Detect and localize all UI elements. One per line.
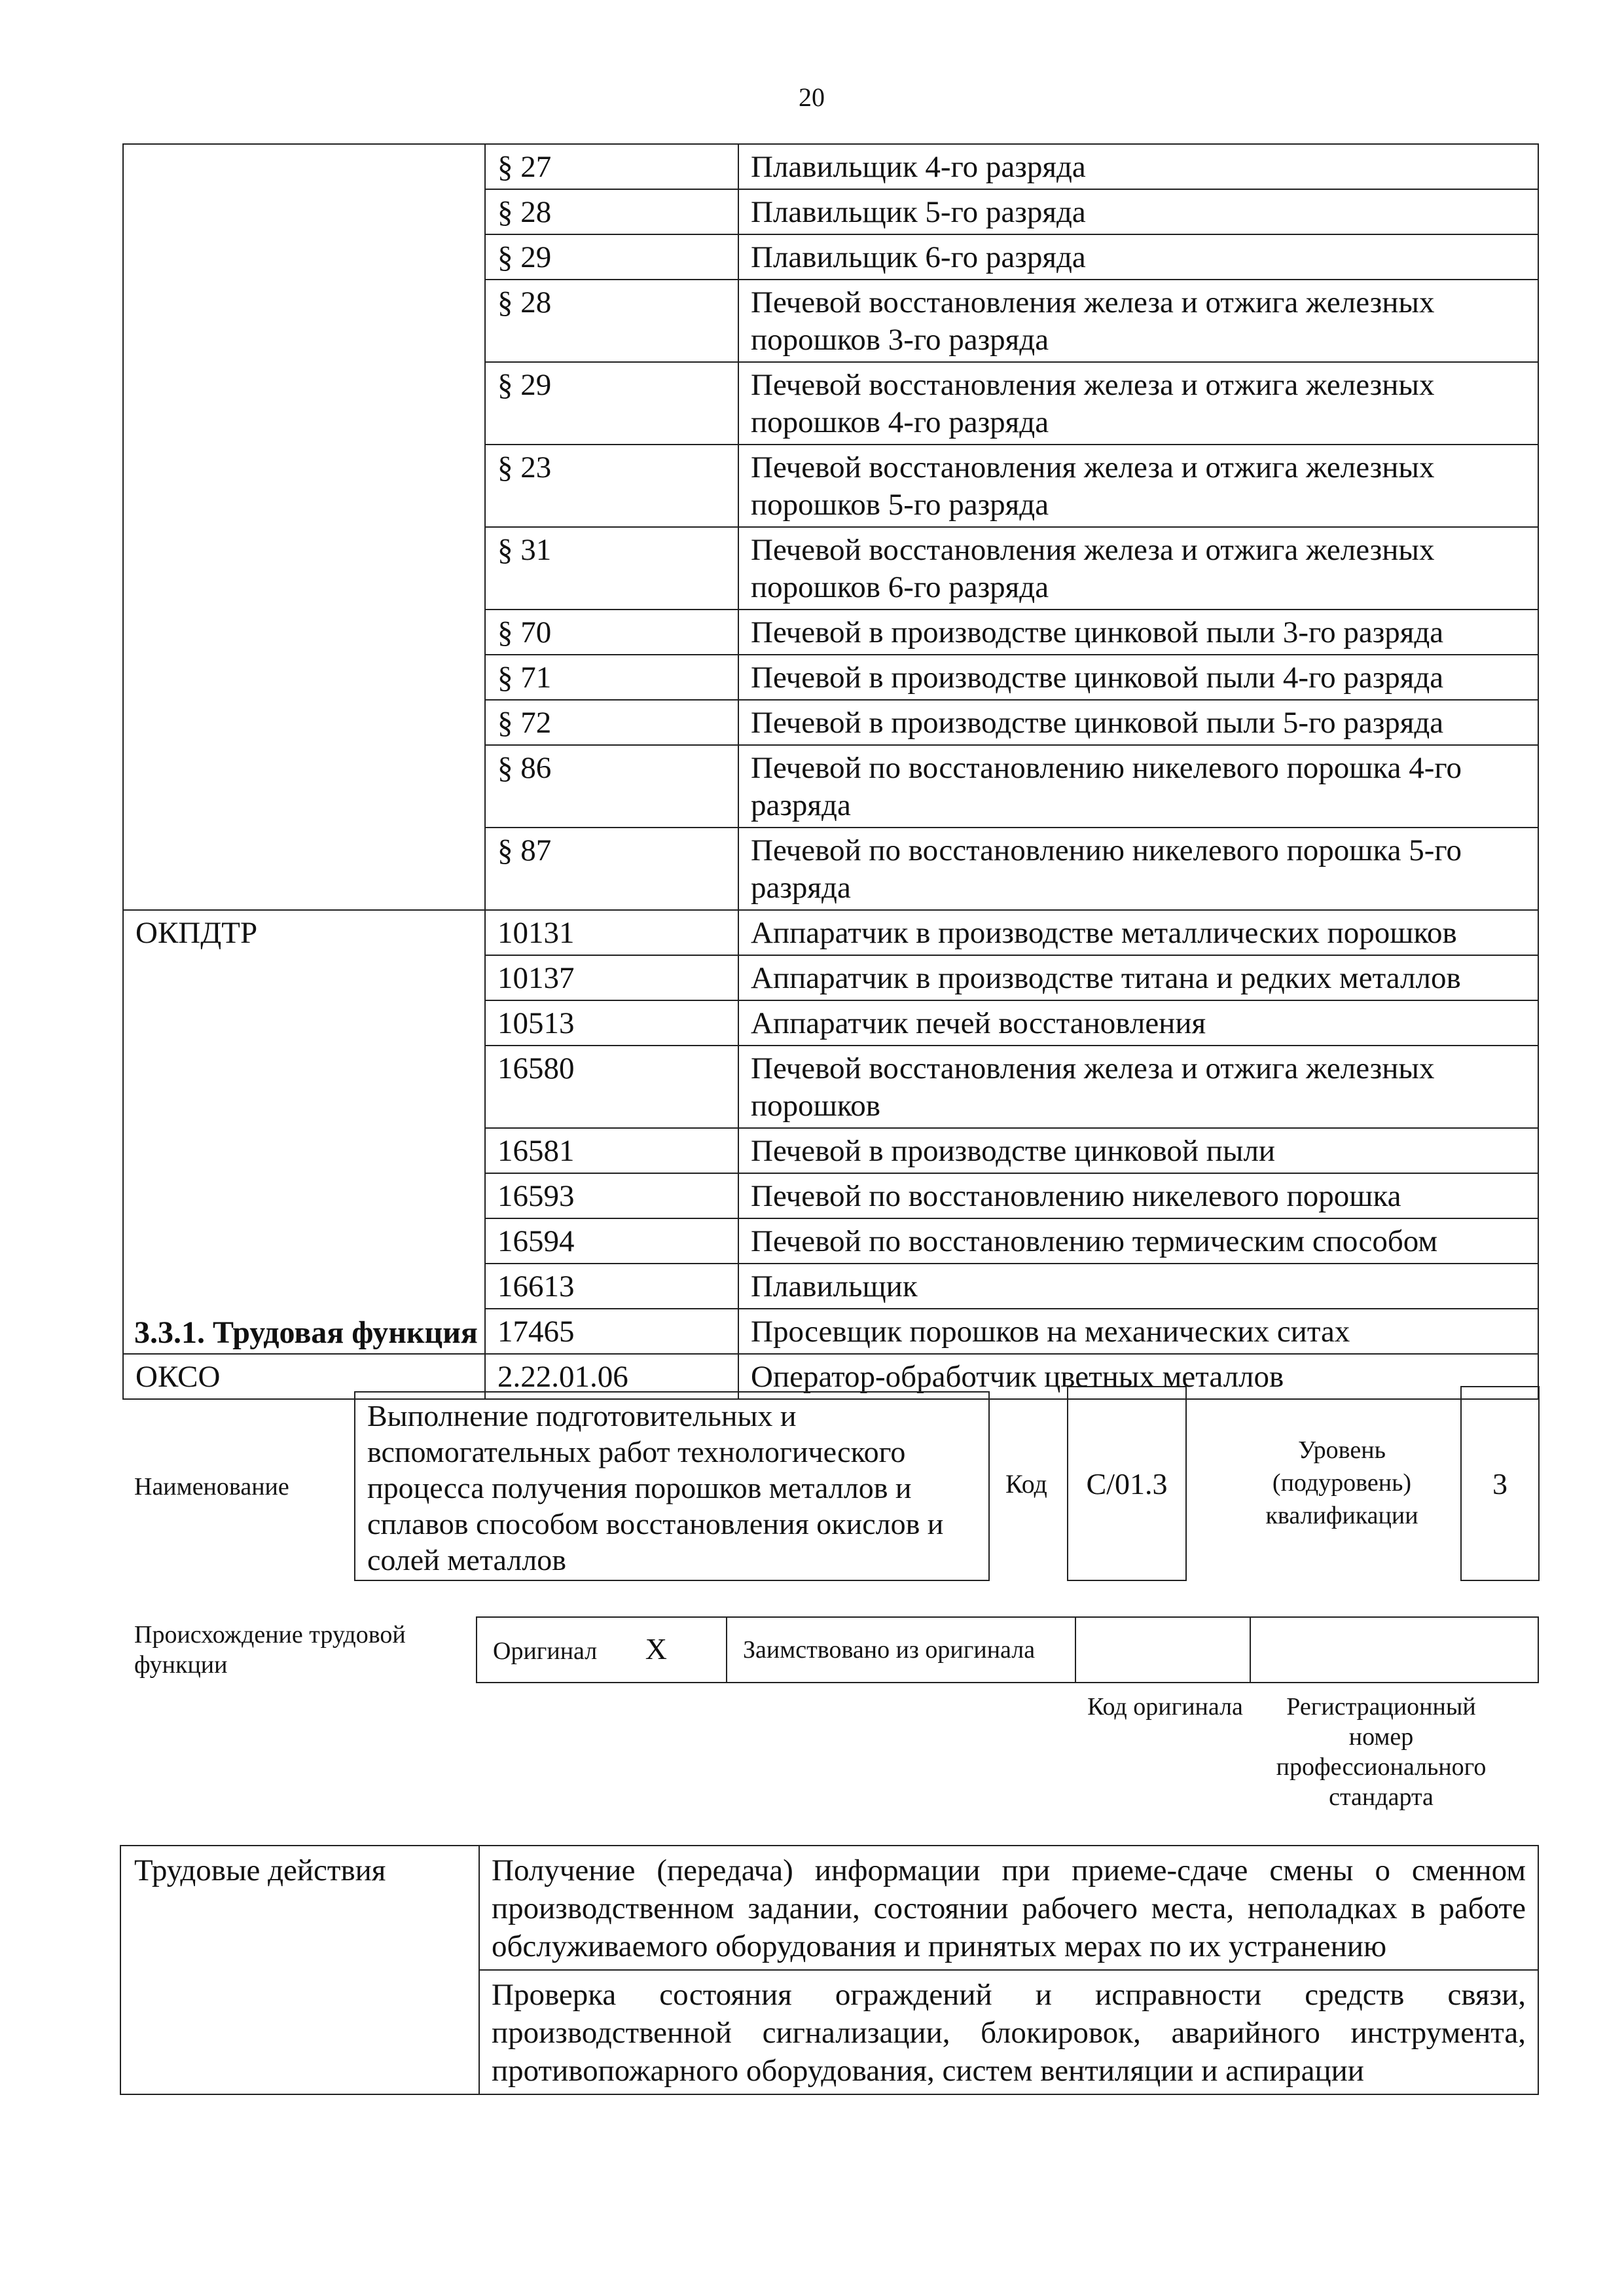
borrowed-cell: [727, 1617, 1075, 1683]
row-code: 16581: [485, 1128, 738, 1173]
row-name: Печевой в производстве цинковой пыли 3-го разряда: [738, 610, 1538, 655]
row-name: Просевщик порошков на механических ситах: [738, 1309, 1538, 1354]
page-number: 20: [799, 82, 825, 112]
actions-label: Трудовые действия: [120, 1846, 479, 2094]
function-name-value: Выполнение подготовительных и вспомогательных работ технологического процесса получения порошков металлов и сплавов способом восстановления окислов и солей металлов: [367, 1399, 944, 1576]
row-code: 2.22.01.06: [485, 1354, 738, 1399]
row-code: § 28: [485, 189, 738, 234]
row-code: § 29: [485, 362, 738, 445]
row-name: Плавильщик 6-го разряда: [738, 234, 1538, 280]
row-code: § 29: [485, 234, 738, 280]
name-label: Наименование: [134, 1473, 289, 1501]
row-code: 10137: [485, 955, 738, 1000]
row-name: Оператор-обработчик цветных металлов: [738, 1354, 1538, 1399]
code-value: C/01.3: [1086, 1467, 1168, 1501]
action-row: [120, 1846, 1538, 1970]
row-code: § 31: [485, 527, 738, 610]
original-cell: [477, 1617, 727, 1683]
code-box: [1067, 1386, 1187, 1581]
row-name: Печевой по восстановлению никелевого порошка: [738, 1173, 1538, 1218]
row-code: § 28: [485, 280, 738, 362]
row-code: 10513: [485, 1000, 738, 1046]
row-name: Печевой восстановления железа и отжига железных порошков 3-го разряда: [738, 280, 1538, 362]
table-row: [123, 144, 1538, 189]
actions-table: [120, 1845, 1539, 2095]
group-label: ОКСО: [123, 1354, 485, 1399]
row-name: Печевой восстановления железа и отжига железных порошков: [738, 1046, 1538, 1128]
classification-table: [122, 143, 1539, 1400]
row-name: Печевой по восстановлению никелевого порошка 5-го разряда: [738, 828, 1538, 910]
original-code-cell: [1075, 1617, 1250, 1683]
origin-label: Происхождение трудовой функции: [134, 1621, 406, 1679]
table-row: [123, 910, 1538, 955]
section-heading: 3.3.1. Трудовая функция: [134, 1315, 478, 1350]
reg-caption: Регистрационный номер профессионального стандарта: [1276, 1693, 1487, 1811]
row-code: § 86: [485, 745, 738, 828]
original-mark: X: [645, 1631, 667, 1666]
row-name: Печевой восстановления железа и отжига железных порошков 5-го разряда: [738, 445, 1538, 527]
row-name: Плавильщик 4-го разряда: [738, 144, 1538, 189]
level-box: [1460, 1386, 1540, 1581]
group-label: ОКПДТР: [123, 910, 485, 1354]
action-item: Получение (передача) информации при приеме-сдаче смены о сменном производственном задании, состоянии рабочего места, неполадках в работе обслуживаемого оборудования и принятых мерах по их устранению: [479, 1846, 1538, 1970]
row-name: Печевой восстановления железа и отжига железных порошков 4-го разряда: [738, 362, 1538, 445]
function-name-box: [354, 1391, 990, 1581]
original-label: Оригинал: [493, 1637, 598, 1665]
code-caption: Код оригинала: [1087, 1693, 1243, 1721]
row-code: § 70: [485, 610, 738, 655]
row-name: Печевой в производстве цинковой пыли 4-го разряда: [738, 655, 1538, 700]
row-name: Печевой по восстановлению термическим способом: [738, 1218, 1538, 1264]
row-code: 16593: [485, 1173, 738, 1218]
action-item: Проверка состояния ограждений и исправности средств связи, производственной сигнализации, блокировок, аварийного инструмента, противопожарного оборудования, систем вентиляции и аспирации: [479, 1970, 1538, 2094]
row-code: § 72: [485, 700, 738, 745]
row-code: 17465: [485, 1309, 738, 1354]
row-name: Печевой в производстве цинковой пыли: [738, 1128, 1538, 1173]
row-code: 16613: [485, 1264, 738, 1309]
row-name: Плавильщик 5-го разряда: [738, 189, 1538, 234]
row-name: Печевой в производстве цинковой пыли 5-го разряда: [738, 700, 1538, 745]
reg-number-cell: [1250, 1617, 1538, 1683]
row-name: Печевой по восстановлению никелевого порошка 4-го разряда: [738, 745, 1538, 828]
level-value: 3: [1492, 1467, 1507, 1501]
borrowed-label: Заимствовано из оригинала: [743, 1636, 1036, 1664]
row-name: Печевой восстановления железа и отжига железных порошков 6-го разряда: [738, 527, 1538, 610]
row-name: Плавильщик: [738, 1264, 1538, 1309]
level-label: Уровень (подуровень) квалификации: [1265, 1436, 1418, 1529]
row-code: § 23: [485, 445, 738, 527]
row-name: Аппаратчик в производстве металлических порошков: [738, 910, 1538, 955]
row-code: § 87: [485, 828, 738, 910]
row-name: Аппаратчик в производстве титана и редких металлов: [738, 955, 1538, 1000]
group-label: [123, 144, 485, 910]
code-label: Код: [1005, 1469, 1047, 1499]
row-code: 10131: [485, 910, 738, 955]
row-name: Аппаратчик печей восстановления: [738, 1000, 1538, 1046]
row-code: 16580: [485, 1046, 738, 1128]
row-code: § 71: [485, 655, 738, 700]
origin-table: [476, 1616, 1539, 1683]
row-code: 16594: [485, 1218, 738, 1264]
row-code: § 27: [485, 144, 738, 189]
